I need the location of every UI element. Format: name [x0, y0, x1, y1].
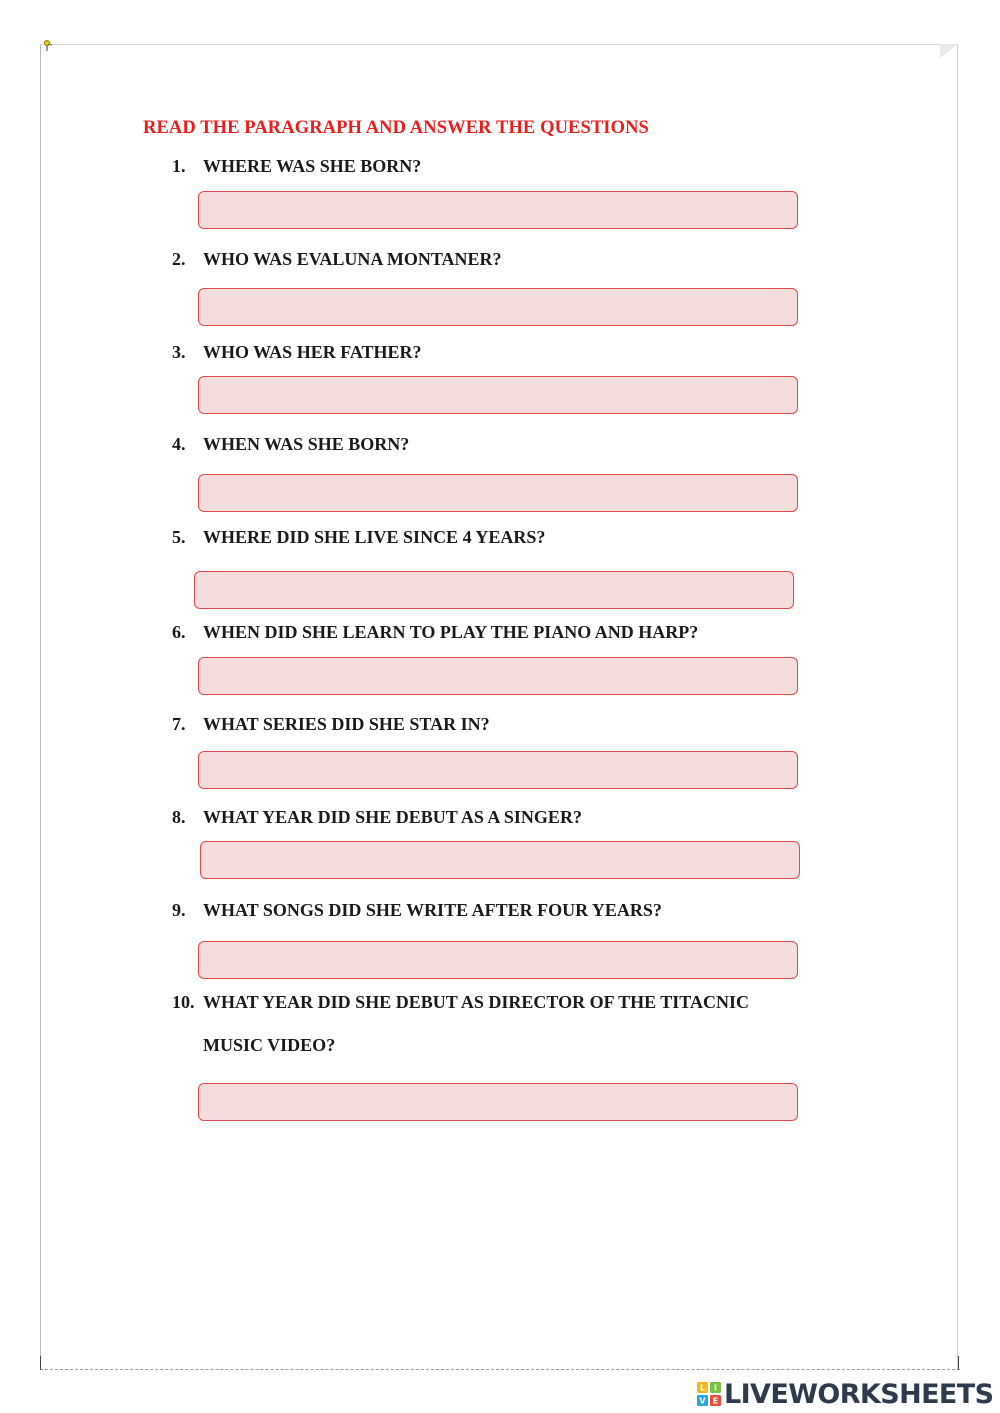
- svg-text:E: E: [712, 1396, 719, 1406]
- svg-text:L: L: [699, 1383, 706, 1393]
- worksheet-page: [40, 44, 958, 1370]
- answer-input-6[interactable]: [198, 657, 798, 695]
- pin-icon: [43, 40, 53, 52]
- brand-name: LIVEWORKSHEETS: [724, 1378, 994, 1410]
- question-number: 1.: [172, 156, 186, 176]
- question-text: WHAT SERIES DID SHE STAR IN?: [203, 714, 490, 734]
- question-number: 8.: [172, 807, 186, 827]
- question-text: WHEN DID SHE LEARN TO PLAY THE PIANO AND HARP?: [203, 622, 699, 642]
- answer-input-4[interactable]: [198, 474, 798, 512]
- question-5: [172, 527, 545, 548]
- worksheet-title: READ THE PARAGRAPH AND ANSWER THE QUESTIONS: [143, 118, 649, 138]
- svg-text:I: I: [714, 1383, 717, 1393]
- question-text: WHEN WAS SHE BORN?: [203, 434, 410, 454]
- question-6: [172, 622, 698, 643]
- answer-input-7[interactable]: [198, 751, 798, 789]
- liveworksheets-logo-icon: [697, 1382, 721, 1406]
- question-number: 3.: [172, 342, 186, 362]
- liveworksheets-brand: [697, 1378, 993, 1410]
- question-number: 6.: [172, 622, 186, 642]
- question-number: 7.: [172, 714, 186, 734]
- answer-input-9[interactable]: [198, 941, 798, 979]
- answer-input-2[interactable]: [198, 288, 798, 326]
- question-1: [172, 156, 421, 177]
- question-text: WHO WAS EVALUNA MONTANER?: [203, 249, 502, 269]
- question-9: [172, 900, 662, 921]
- question-10: [172, 992, 749, 1056]
- answer-input-8[interactable]: [200, 841, 800, 879]
- question-number: 5.: [172, 527, 186, 547]
- question-number: 10.: [172, 992, 195, 1012]
- question-text: WHAT YEAR DID SHE DEBUT AS DIRECTOR OF THE TITACNIC: [203, 992, 749, 1012]
- question-text: WHAT SONGS DID SHE WRITE AFTER FOUR YEARS?: [203, 900, 662, 920]
- svg-text:V: V: [699, 1396, 706, 1406]
- answer-input-3[interactable]: [198, 376, 798, 414]
- page-corner-mark-right: [958, 1356, 959, 1370]
- question-4: [172, 434, 409, 455]
- question-text: WHERE WAS SHE BORN?: [203, 156, 422, 176]
- question-text: WHERE DID SHE LIVE SINCE 4 YEARS?: [203, 527, 546, 547]
- page-bottom-edge: [40, 1369, 960, 1370]
- question-number: 9.: [172, 900, 186, 920]
- question-text: WHAT YEAR DID SHE DEBUT AS A SINGER?: [203, 807, 582, 827]
- question-text: WHO WAS HER FATHER?: [203, 342, 422, 362]
- question-8: [172, 807, 582, 828]
- question-text-continued: MUSIC VIDEO?: [203, 1035, 336, 1055]
- page-corner-mark-left: [40, 1356, 41, 1370]
- question-number: 2.: [172, 249, 186, 269]
- answer-input-5[interactable]: [194, 571, 794, 609]
- page-fold-corner: [940, 44, 958, 58]
- question-number: 4.: [172, 434, 186, 454]
- question-3: [172, 342, 422, 363]
- answer-input-1[interactable]: [198, 191, 798, 229]
- question-2: [172, 249, 502, 270]
- question-7: [172, 714, 490, 735]
- answer-input-10[interactable]: [198, 1083, 798, 1121]
